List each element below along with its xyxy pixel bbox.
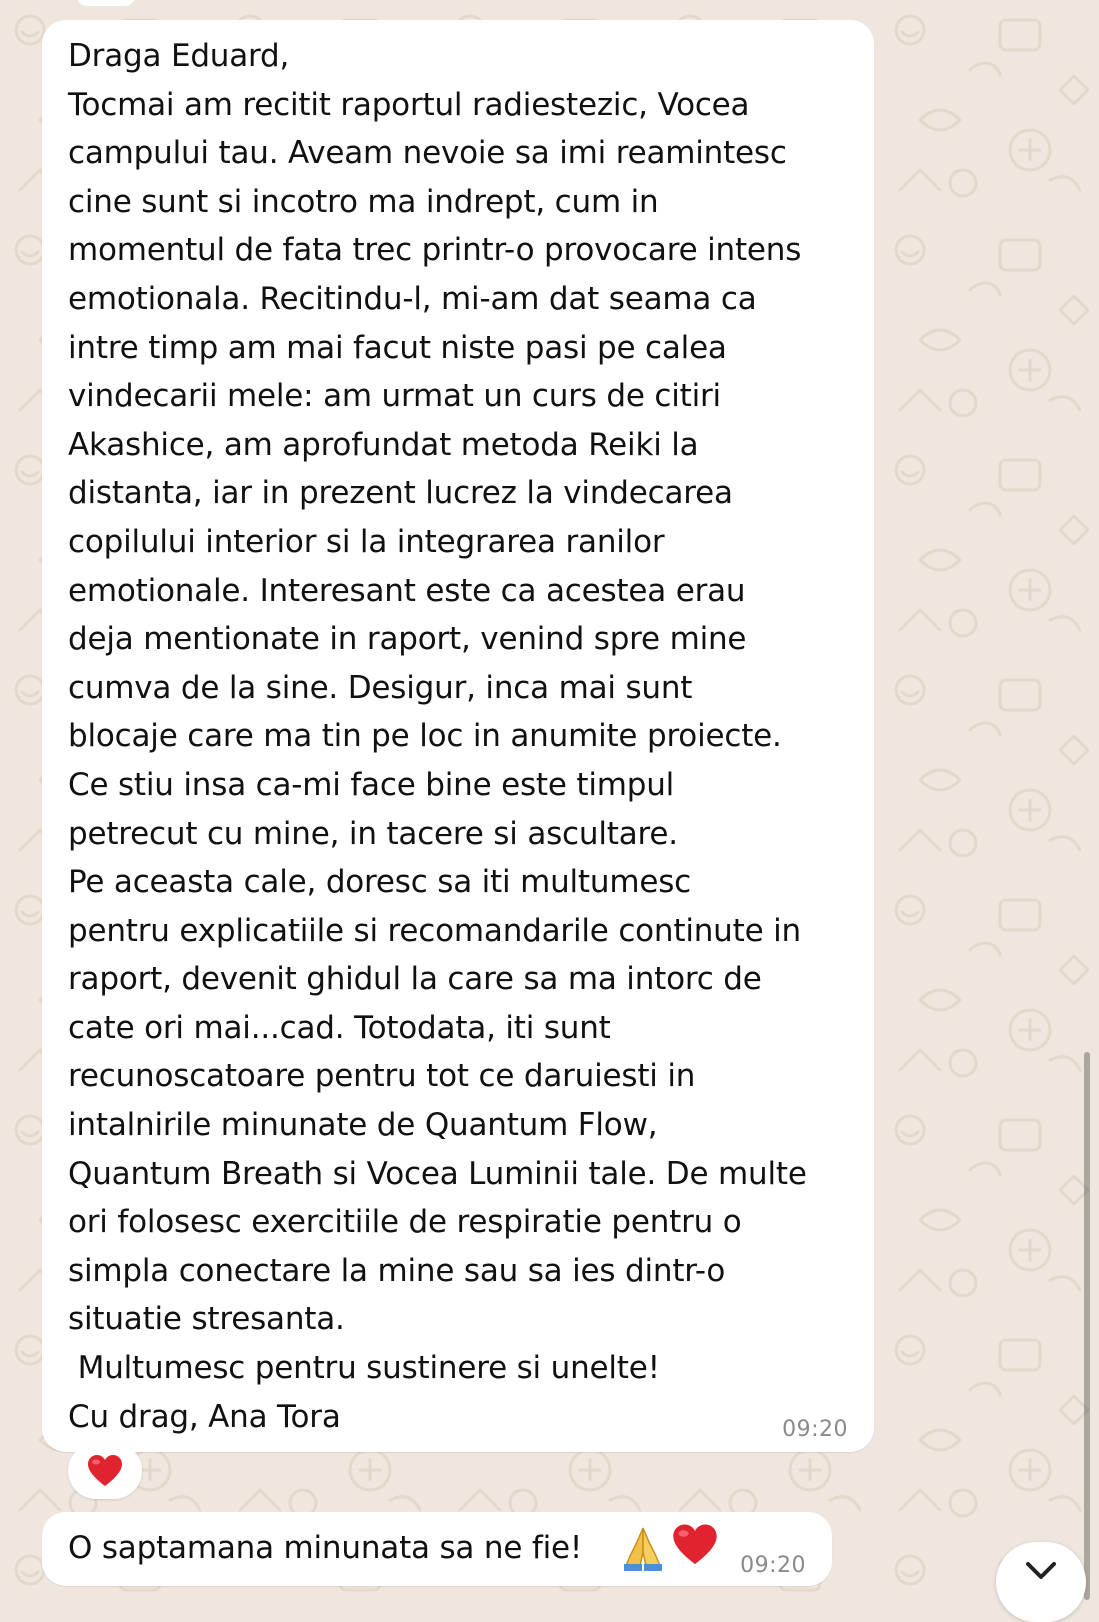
message-line: distanta, iar in prezent lucrez la vindecarea — [68, 475, 733, 512]
heart-emoji — [87, 1454, 123, 1488]
message-line: Draga Eduard, — [68, 38, 290, 74]
message-text: O saptamana minunata sa ne fie! — [68, 1530, 583, 1566]
message-line: pentru explicatiile si recomandarile continute in — [68, 912, 801, 949]
message-line: Multumesc pentru sustinere si unelte! — [68, 1350, 660, 1387]
scroll-to-bottom-button[interactable] — [996, 1542, 1086, 1622]
message-text — [68, 32, 868, 1441]
message-line: simpla conectare la mine sau sa ies dintr-o — [68, 1252, 726, 1289]
message-line: emotionala. Recitindu-l, mi-am dat seama ca — [68, 280, 757, 317]
message-line: campului tau. Aveam nevoie sa imi reamintesc — [68, 135, 787, 172]
emoji-group — [618, 1522, 718, 1572]
message-line: Cu drag, Ana Tora — [68, 1398, 341, 1435]
message-line: intalnirile minunate de Quantum Flow, — [68, 1107, 658, 1144]
incoming-message-bubble[interactable] — [42, 20, 874, 1452]
message-line: situatie stresanta. — [68, 1301, 345, 1338]
message-line: Pe aceasta cale, doresc sa iti multumesc — [68, 864, 692, 901]
message-line: ori folosesc exercitiile de respiratie pentru o — [68, 1204, 742, 1241]
message-line: blocaje care ma tin pe loc in anumite proiecte. — [68, 718, 782, 755]
message-line: petrecut cu mine, in tacere si ascultare. — [68, 815, 678, 852]
message-line: Akashice, am aprofundat metoda Reiki la — [68, 426, 699, 463]
heart-emoji — [672, 1522, 718, 1568]
message-reaction[interactable] — [68, 1443, 142, 1499]
scrollbar[interactable] — [1084, 1052, 1090, 1600]
message-line: Tocmai am recitit raportul radiestezic, Vocea — [68, 86, 750, 123]
message-line: deja mentionate in raport, venind spre mine — [68, 621, 747, 658]
message-line: Quantum Breath si Vocea Luminii tale. De multe — [68, 1155, 807, 1192]
message-line: cine sunt si incotro ma indrept, cum in — [68, 183, 659, 220]
message-timestamp: 09:20 — [782, 1417, 848, 1442]
message-line: recunoscatoare pentru tot ce daruiesti in — [68, 1058, 696, 1095]
message-line: cate ori mai...cad. Totodata, iti sunt — [68, 1009, 611, 1046]
message-line: Ce stiu insa ca-mi face bine este timpul — [68, 766, 675, 803]
message-line: emotionale. Interesant este ca acestea erau — [68, 572, 746, 609]
chevron-down-icon — [1024, 1560, 1058, 1582]
message-line: momentul de fata trec printr-o provocare intens — [68, 232, 802, 269]
message-line: cumva de la sine. Desigur, inca mai sunt — [68, 669, 693, 706]
message-line: copilului interior si la integrarea ranilor — [68, 523, 665, 560]
message-line: raport, devenit ghidul la care sa ma intorc de — [68, 961, 762, 998]
message-line: intre timp am mai facut niste pasi pe calea — [68, 329, 727, 366]
message-timestamp: 09:20 — [740, 1553, 806, 1578]
previous-message-edge — [76, 0, 136, 6]
message-line: vindecarii mele: am urmat un curs de citiri — [68, 378, 721, 415]
folded-hands-emoji — [618, 1522, 668, 1572]
incoming-message-bubble[interactable] — [42, 1512, 832, 1586]
